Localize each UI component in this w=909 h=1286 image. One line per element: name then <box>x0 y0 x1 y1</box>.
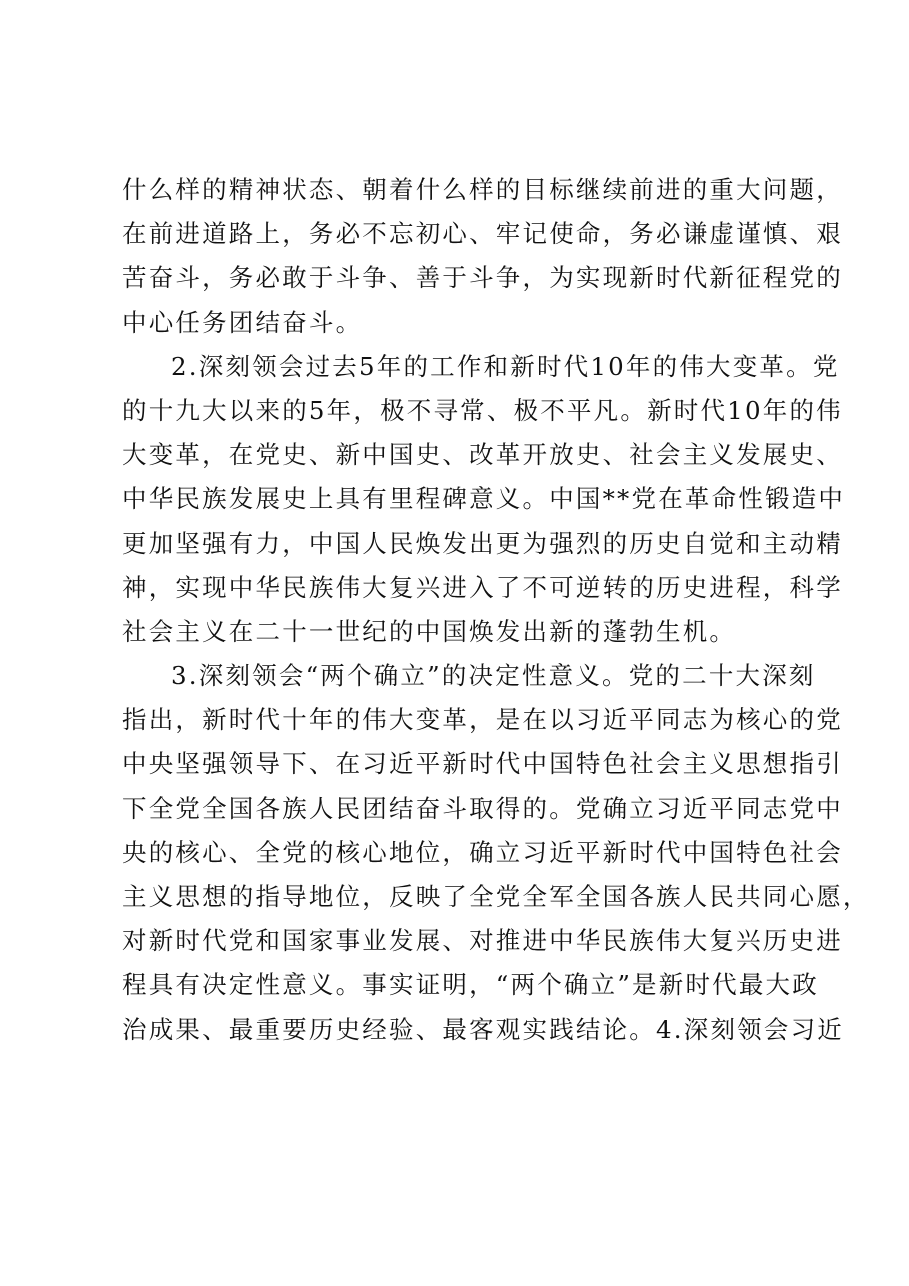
text-line: 主义思想的指导地位，反映了全党全军全国各族人民共同心愿， <box>122 882 870 911</box>
text-line: 大变革，在党史、新中国史、改革开放史、社会主义发展史、 <box>122 440 843 470</box>
text-line: 对新时代党和国家事业发展、对推进中华民族伟大复兴历史进 <box>122 926 843 956</box>
text-line: 更加坚强有力，中国人民焕发出更为强烈的历史自觉和主动精 <box>122 528 843 558</box>
body-text <box>122 168 870 1052</box>
text-line: 中心任务团结奋斗。 <box>122 307 363 337</box>
text-line: 治成果、最重要历史经验、最客观实践结论。4.深刻领会习近 <box>122 1014 844 1044</box>
text-line: 央的核心、全党的核心地位，确立习近平新时代中国特色社会 <box>122 837 843 867</box>
text-line: 苦奋斗，务必敢于斗争、善于斗争，为实现新时代新征程党的 <box>122 263 843 293</box>
text-line: 指出，新时代十年的伟大变革，是在以习近平同志为核心的党 <box>122 705 843 735</box>
text-line: 下全党全国各族人民团结奋斗取得的。党确立习近平同志党中 <box>122 793 843 823</box>
text-line: 的十九大以来的5年，极不寻常、极不平凡。新时代10年的伟 <box>122 395 843 425</box>
text-line: 中华民族发展史上具有里程碑意义。中国**党在革命性锻造中 <box>122 484 846 514</box>
paragraph-2-first-line: 2.深刻领会过去5年的工作和新时代10年的伟大变革。党 <box>171 351 840 381</box>
text-line: 神，实现中华民族伟大复兴进入了不可逆转的历史进程，科学 <box>122 572 843 602</box>
text-line: 中央坚强领导下、在习近平新时代中国特色社会主义思想指引 <box>122 749 843 779</box>
paragraph-3-first-line: 3.深刻领会“两个确立”的决定性意义。党的二十大深刻 <box>171 661 816 691</box>
text-line: 在前进道路上，务必不忘初心、牢记使命，务必谦虚谨慎、艰 <box>122 219 843 249</box>
text-line: 社会主义在二十一世纪的中国焕发出新的蓬勃生机。 <box>122 616 737 646</box>
text-line: 什么样的精神状态、朝着什么样的目标继续前进的重大问题， <box>122 175 843 204</box>
text-line: 程具有决定性意义。事实证明，“两个确立”是新时代最大政 <box>122 970 819 1000</box>
